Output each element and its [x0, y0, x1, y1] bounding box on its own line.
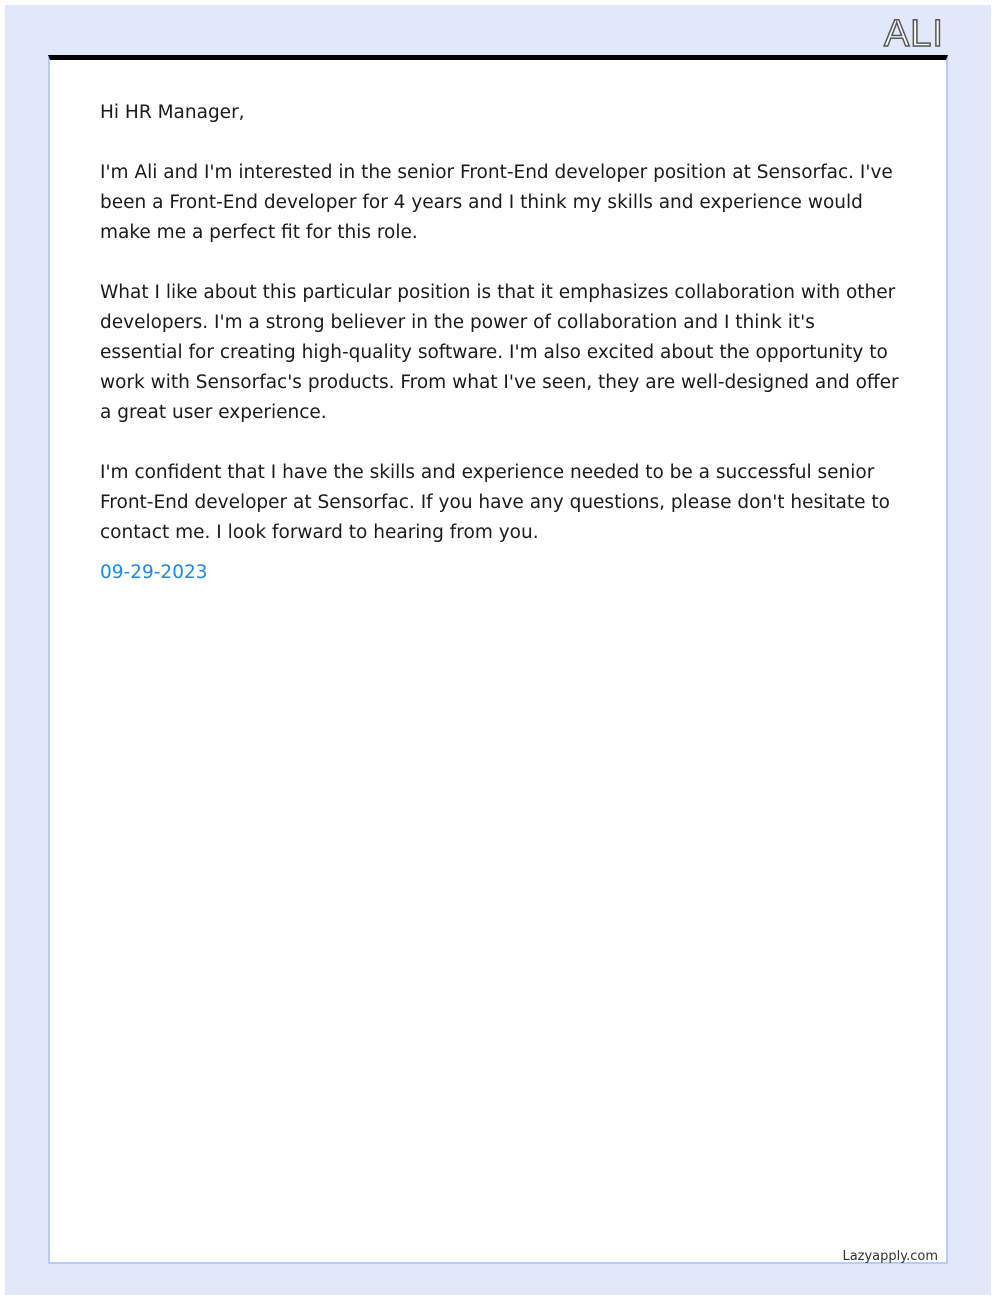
greeting: Hi HR Manager,: [100, 102, 245, 123]
paragraph-2: What I like about this particular position is that it emphasizes collaboration with other developers. I'm a strong believer in the power of collaboration and I think it's essential for creating high-quality software. I'm also excited about the opportunity to work with Sensorfac's products. From what I've seen, they are well-designed and offer a great user experience.: [100, 282, 899, 423]
footer-brand: Lazyapply.com: [842, 1249, 938, 1264]
paragraph-3: I'm confident that I have the skills and experience needed to be a successful senior Front-End developer at Sensorfac. If you have any questions, please don't hesitate to contact me. I look forward to hearing from you.: [100, 462, 890, 543]
cover-letter-card: [48, 55, 948, 1264]
logo: ALI: [883, 13, 944, 55]
letter-body: [100, 98, 900, 588]
letter-date: 09-29-2023: [100, 562, 208, 583]
paragraph-1: I'm Ali and I'm interested in the senior Front-End developer position at Sensorfac. I've been a Front-End developer for 4 years and I think my skills and experience would make me a perfect fit for this role.: [100, 162, 893, 243]
